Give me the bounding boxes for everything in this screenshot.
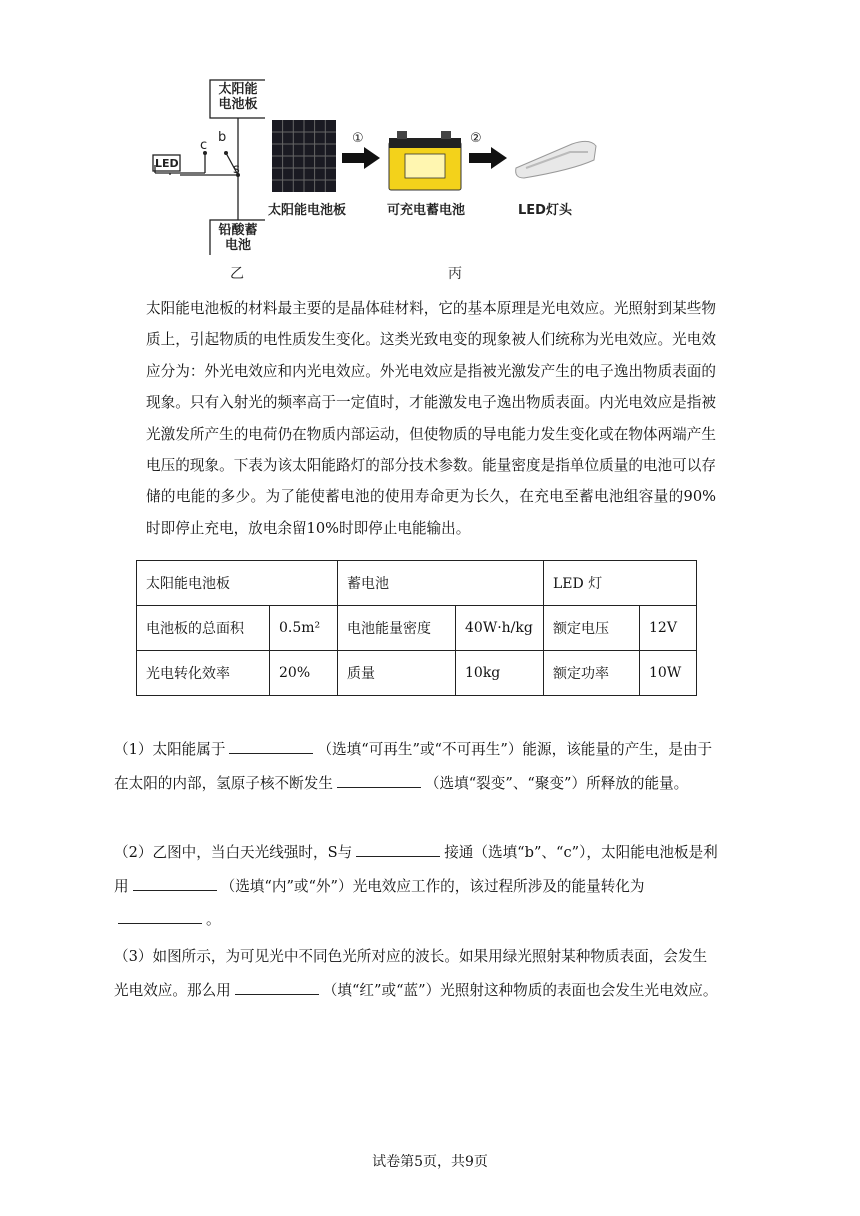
question-2-text: （2）乙图中，当白天光线强时，S与 — [114, 844, 353, 861]
table-cell: 40W·h/kg — [456, 606, 544, 651]
figure-caption-bing: 丙 — [448, 266, 462, 282]
terminal-s: s — [233, 162, 240, 177]
table-header-row — [137, 561, 697, 606]
table-cell: 额定电压 — [544, 606, 640, 651]
table-row — [137, 606, 697, 651]
battery-image — [387, 128, 463, 192]
solar-box-label: 太阳能 电池板 — [218, 82, 258, 112]
question-1-text: （选填“可再生”或“不可再生”）能源，该能量的产生，是由于在太阳的内部，氢原子核不断发生 — [114, 741, 713, 792]
table-header-cell: 蓄电池 — [338, 561, 544, 606]
terminal-c: c — [200, 138, 208, 153]
table-header-cell: 太阳能电池板 — [137, 561, 338, 606]
question-2-text: 。 — [206, 911, 221, 928]
figure-caption-yi: 乙 — [230, 266, 244, 282]
answer-blank[interactable] — [356, 842, 440, 857]
panel-label: 太阳能电池板 — [268, 203, 347, 218]
table-cell: 20% — [270, 651, 338, 696]
lead-box-label: 铅酸蓄 电池 — [218, 223, 258, 253]
answer-blank[interactable] — [118, 909, 202, 924]
solar-panel-image — [272, 120, 336, 192]
table-cell: 12V — [640, 606, 697, 651]
table-cell: 额定功率 — [544, 651, 640, 696]
table-cell: 10W — [640, 651, 697, 696]
table-header-cell: LED 灯 — [544, 561, 697, 606]
step1-label: ① — [352, 131, 364, 146]
question-1-text: （1）太阳能属于 — [114, 741, 226, 758]
spec-table — [136, 560, 697, 696]
table-cell: 质量 — [338, 651, 456, 696]
question-1-text: （选填“裂变”、“聚变”）所释放的能量。 — [424, 774, 689, 792]
table-cell: 0.5m² — [270, 606, 338, 651]
table-cell: 10kg — [456, 651, 544, 696]
table-row — [137, 651, 697, 696]
table-cell: 光电转化效率 — [137, 651, 270, 696]
table-cell: 电池板的总面积 — [137, 606, 270, 651]
question-3 — [114, 940, 718, 1007]
question-2-text: （选填“内”或“外”）光电效应工作的，该过程所涉及的能量转化为 — [220, 877, 645, 895]
answer-blank[interactable] — [229, 739, 313, 754]
page-footer: 试卷第5页，共9页 — [372, 1154, 488, 1170]
led-label: LED — [155, 157, 179, 170]
arrow-1-icon — [340, 146, 382, 170]
question-2 — [114, 836, 718, 937]
question-1 — [114, 733, 718, 800]
answer-blank[interactable] — [235, 980, 319, 995]
intro-paragraph: 太阳能电池板的材料最主要的是晶体硅材料，它的基本原理是光电效应。光照射到某些物质上，引起物质的电性质发生变化。这类光致电变的现象被人们统称为光电效应。光电效应分为：外光电效应和内光电效应。外光电效应是指被光激发产生的电子逸出物质表面的现象。只有入射光的频率高于一定值时，才能激发电子逸出物质表面。内光电效应是指被光激发所产生的电荷仍在物质内部运动，但使物质的导电能力发生变化或在物体两端产生电压的现象。下表为该太阳能路灯的部分技术参数。能量密度是指单位质量的电池可以存储的电能的多少。为了能使蓄电池的使用寿命更为长久，在充电至蓄电池组容量的90%时即停止充电，放电余留10%时即停止电能输出。 — [146, 300, 716, 537]
question-2-text: 接通（选填“b”、“c”），太阳能电池板是利用 — [114, 844, 718, 895]
answer-blank[interactable] — [133, 876, 217, 891]
lamp-label: LED灯头 — [518, 203, 572, 218]
led-lamp-image — [512, 138, 600, 182]
arrow-2-icon — [467, 146, 509, 170]
step2-label: ② — [470, 131, 482, 146]
table-cell: 电池能量密度 — [338, 606, 456, 651]
answer-blank[interactable] — [337, 773, 421, 788]
battery-label: 可充电蓄电池 — [387, 203, 466, 218]
question-3-text: （3）如图所示，为可见光中不同色光所对应的波长。如果用绿光照射某种物质表面，会发生光电效应。那么用 — [114, 948, 708, 999]
question-3-text: （填“红”或“蓝”）光照射这种物质的表面也会发生光电效应。 — [322, 981, 718, 999]
terminal-b: b — [218, 130, 227, 145]
